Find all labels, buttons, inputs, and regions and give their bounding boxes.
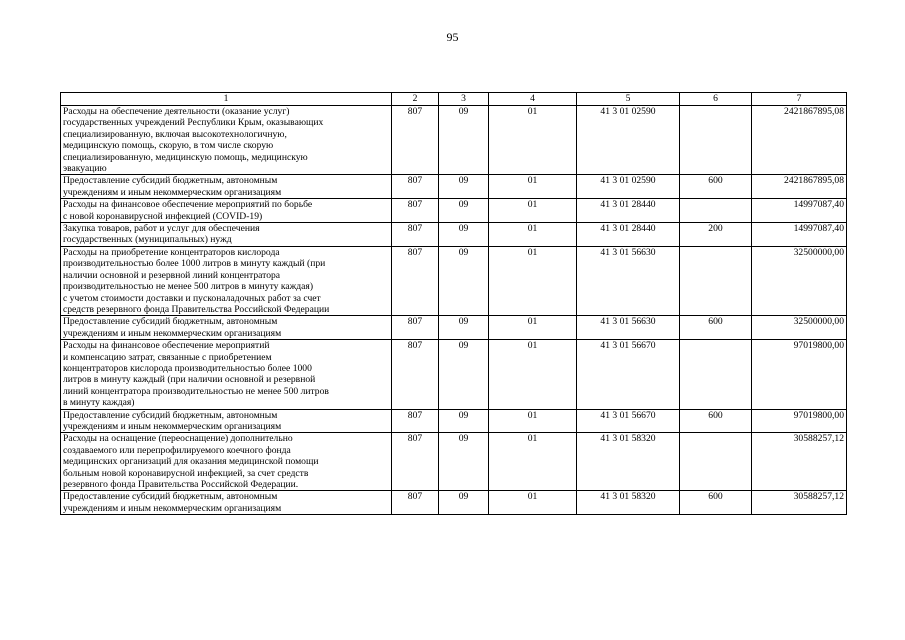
- description-cell: [61, 106, 392, 175]
- description-line: государственных учреждений Республики Крым, оказывающих: [63, 117, 324, 129]
- budget-table: [60, 92, 847, 515]
- description-line: линий концентратора производительностью не менее 500 литров: [63, 385, 329, 397]
- description-line: Закупка товаров, работ и услуг для обеспечения: [63, 223, 260, 235]
- table-row: [61, 175, 847, 199]
- expense-type-cell: 600: [680, 409, 752, 433]
- description-line: больным новой коронавирусной инфекцией, за счет средств: [63, 467, 309, 479]
- subsection-code-cell: 01: [489, 175, 577, 199]
- subsection-code-cell: 01: [489, 246, 577, 315]
- table-header: [61, 93, 847, 106]
- description-cell: [61, 175, 392, 199]
- table-row: [61, 316, 847, 340]
- description-line: учреждениям и иным некоммерческим организациям: [63, 502, 282, 514]
- description-line: специализированную, включая высокотехнологичную,: [63, 128, 287, 140]
- section-code-cell: 09: [439, 223, 489, 247]
- amount-cell: 30588257,12: [752, 491, 847, 515]
- description-line: наличии основной и резервной линий концентратора: [63, 269, 281, 281]
- ministry-code-cell: 807: [392, 199, 439, 223]
- table-row: [61, 223, 847, 247]
- section-code-cell: 09: [439, 199, 489, 223]
- description-line: с новой коронавирусной инфекцией (COVID-19): [63, 210, 263, 222]
- amount-cell: 97019800,00: [752, 340, 847, 409]
- expense-type-cell: 200: [680, 223, 752, 247]
- section-code-cell: 09: [439, 316, 489, 340]
- expense-type-cell: [680, 106, 752, 175]
- expense-type-cell: 600: [680, 491, 752, 515]
- subsection-code-cell: 01: [489, 491, 577, 515]
- description-line: в минуту каждая): [63, 397, 135, 409]
- section-code-cell: 09: [439, 433, 489, 491]
- amount-cell: 97019800,00: [752, 409, 847, 433]
- subsection-code-cell: 01: [489, 199, 577, 223]
- section-code-cell: 09: [439, 340, 489, 409]
- amount-cell: 32500000,00: [752, 316, 847, 340]
- subsection-code-cell: 01: [489, 433, 577, 491]
- ministry-code-cell: 807: [392, 316, 439, 340]
- table-row: [61, 199, 847, 223]
- description-line: литров в минуту каждый (при наличии основной и резервной: [63, 374, 316, 386]
- target-article-cell: 41 3 01 28440: [577, 223, 680, 247]
- subsection-code-cell: 01: [489, 106, 577, 175]
- description-line: резервного фонда Правительства Российской Федерации.: [63, 479, 299, 490]
- ministry-code-cell: 807: [392, 340, 439, 409]
- expense-type-cell: [680, 433, 752, 491]
- description-cell: [61, 199, 392, 223]
- ministry-code-cell: 807: [392, 106, 439, 175]
- expense-type-cell: [680, 199, 752, 223]
- page-number: 95: [446, 30, 459, 44]
- description-line: медицинских организаций для оказания медицинской помощи: [63, 456, 319, 468]
- description-cell: [61, 491, 392, 515]
- description-cell: [61, 223, 392, 247]
- section-code-cell: 09: [439, 491, 489, 515]
- table-row: [61, 340, 847, 409]
- ministry-code-cell: 807: [392, 491, 439, 515]
- description-line: Предоставление субсидий бюджетным, автономным: [63, 491, 278, 503]
- amount-cell: 14997087,40: [752, 223, 847, 247]
- section-code-cell: 09: [439, 175, 489, 199]
- header-col-1: 1: [61, 93, 392, 106]
- description-line: производительностью не менее 500 литров в минуту каждая): [63, 281, 314, 293]
- description-cell: [61, 316, 392, 340]
- table-row: [61, 106, 847, 175]
- description-line: эвакуацию: [63, 163, 107, 175]
- expense-type-cell: 600: [680, 175, 752, 199]
- section-code-cell: 09: [439, 246, 489, 315]
- description-line: Предоставление субсидий бюджетным, автономным: [63, 316, 278, 328]
- target-article-cell: 41 3 01 02590: [577, 175, 680, 199]
- description-line: Расходы на оснащение (переоснащение) дополнительно: [63, 433, 293, 445]
- target-article-cell: 41 3 01 56630: [577, 246, 680, 315]
- header-col-5: 5: [577, 93, 680, 106]
- table-row: [61, 433, 847, 491]
- ministry-code-cell: 807: [392, 409, 439, 433]
- description-line: с учетом стоимости доставки и пусконаладочных работ за счет: [63, 292, 321, 304]
- ministry-code-cell: 807: [392, 246, 439, 315]
- header-col-6: 6: [680, 93, 752, 106]
- description-line: Расходы на финансовое обеспечение мероприятий: [63, 340, 270, 352]
- description-cell: [61, 340, 392, 409]
- table-row: [61, 246, 847, 315]
- ministry-code-cell: 807: [392, 223, 439, 247]
- target-article-cell: 41 3 01 58320: [577, 491, 680, 515]
- ministry-code-cell: 807: [392, 175, 439, 199]
- section-code-cell: 09: [439, 106, 489, 175]
- description-line: Расходы на приобретение концентраторов кислорода: [63, 246, 280, 258]
- amount-cell: 32500000,00: [752, 246, 847, 315]
- description-line: учреждениям и иным некоммерческим организациям: [63, 327, 282, 339]
- description-line: учреждениям и иным некоммерческим организациям: [63, 186, 282, 198]
- target-article-cell: 41 3 01 56630: [577, 316, 680, 340]
- description-cell: [61, 433, 392, 491]
- subsection-code-cell: 01: [489, 223, 577, 247]
- description-line: медицинскую помощь, скорую, в том числе скорую: [63, 140, 274, 152]
- amount-cell: 2421867895,08: [752, 175, 847, 199]
- amount-cell: 2421867895,08: [752, 106, 847, 175]
- description-line: и компенсацию затрат, связанные с приобретением: [63, 351, 272, 363]
- subsection-code-cell: 01: [489, 340, 577, 409]
- subsection-code-cell: 01: [489, 316, 577, 340]
- header-col-4: 4: [489, 93, 577, 106]
- description-line: производительностью более 1000 литров в минуту каждый (при: [63, 258, 326, 270]
- description-line: создаваемого или перепрофилируемого коечного фонда: [63, 444, 291, 456]
- target-article-cell: 41 3 01 58320: [577, 433, 680, 491]
- description-line: государственных (муниципальных) нужд: [63, 234, 232, 246]
- description-line: Расходы на финансовое обеспечение мероприятий по борьбе: [63, 199, 313, 211]
- target-article-cell: 41 3 01 56670: [577, 409, 680, 433]
- header-col-7: 7: [752, 93, 847, 106]
- amount-cell: 14997087,40: [752, 199, 847, 223]
- section-code-cell: 09: [439, 409, 489, 433]
- description-line: Предоставление субсидий бюджетным, автономным: [63, 175, 278, 187]
- description-line: концентраторов кислорода производительностью более 1000: [63, 362, 312, 374]
- expense-type-cell: [680, 340, 752, 409]
- table-body: [61, 106, 847, 515]
- description-line: специализированную, медицинскую помощь, медицинскую: [63, 151, 308, 163]
- table-row: [61, 409, 847, 433]
- table-row: [61, 491, 847, 515]
- header-col-3: 3: [439, 93, 489, 106]
- expense-type-cell: [680, 246, 752, 315]
- description-line: Предоставление субсидий бюджетным, автономным: [63, 409, 278, 421]
- header-col-2: 2: [392, 93, 439, 106]
- subsection-code-cell: 01: [489, 409, 577, 433]
- amount-cell: 30588257,12: [752, 433, 847, 491]
- description-line: учреждениям и иным некоммерческим организациям: [63, 420, 282, 432]
- description-cell: [61, 246, 392, 315]
- description-line: Расходы на обеспечение деятельности (оказание услуг): [63, 106, 290, 117]
- target-article-cell: 41 3 01 56670: [577, 340, 680, 409]
- target-article-cell: 41 3 01 02590: [577, 106, 680, 175]
- ministry-code-cell: 807: [392, 433, 439, 491]
- target-article-cell: 41 3 01 28440: [577, 199, 680, 223]
- expense-type-cell: 600: [680, 316, 752, 340]
- description-line: средств резервного фонда Правительства Российской Федерации: [63, 303, 330, 315]
- description-cell: [61, 409, 392, 433]
- header-row: [61, 93, 847, 106]
